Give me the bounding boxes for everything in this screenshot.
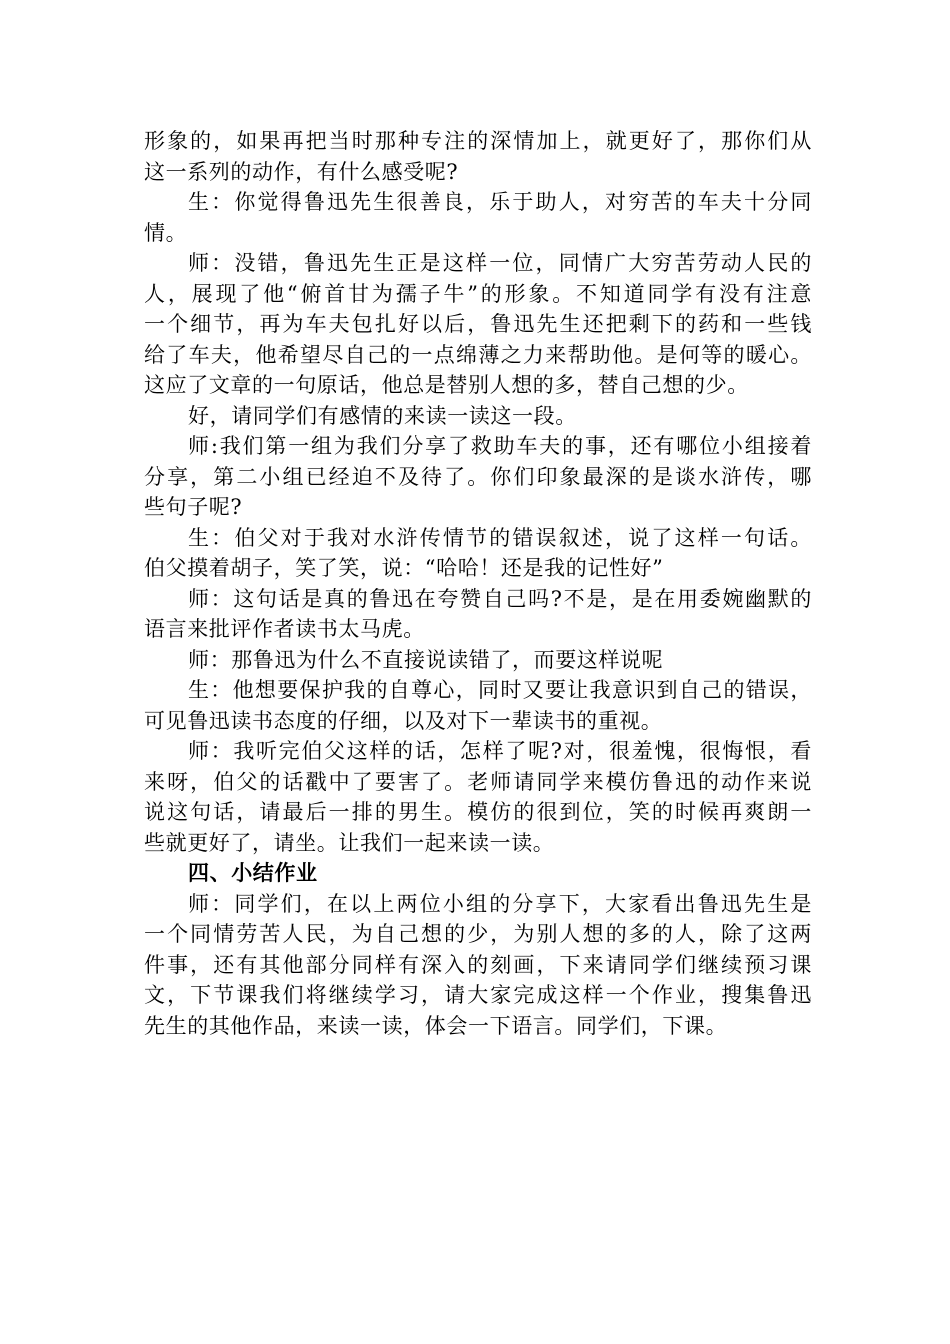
text-line: 一个同情劳苦人民，为自己想的少，为别人想的多的人，除了这两 (144, 922, 812, 946)
text-line: 说这句话，请最后一排的男生。模仿的很到位，笑的时候再爽朗一 (144, 800, 812, 824)
text-line: 师：没错，鲁迅先生正是这样一位，同情广大穷苦劳动人民的 (188, 251, 812, 275)
paragraph (144, 431, 812, 523)
paragraph (144, 523, 812, 584)
text-line: 伯父摸着胡子，笑了笑，说：“哈哈！还是我的记性好” (144, 556, 664, 580)
text-line: 这一系列的动作，有什么感受呢? (144, 159, 459, 184)
text-line: 生：他想要保护我的自尊心，同时又要让我意识到自己的错误， (188, 678, 812, 702)
text-line: 好，请同学们有感情的来读一读这一段。 (188, 403, 577, 428)
section-heading: 四、小结作业 (188, 861, 318, 885)
document-page (144, 126, 812, 1041)
text-line: 一个细节，再为车夫包扎好以后，鲁迅先生还把剩下的药和一些钱 (144, 312, 812, 336)
text-line: 来呀，伯父的话戳中了要害了。老师请同学来模仿鲁迅的动作来说 (144, 769, 812, 794)
text-line: 可见鲁迅读书态度的仔细，以及对下一辈读书的重视。 (144, 708, 663, 733)
paragraph (144, 126, 812, 187)
paragraph (144, 584, 812, 645)
paragraph (144, 736, 812, 858)
text-line: 师:我们第一组为我们分享了救助车夫的事，还有哪位小组接着 (188, 434, 812, 458)
text-line: 师：我听完伯父这样的话，怎样了呢?对，很羞愧，很悔恨，看 (188, 739, 812, 763)
text-line: 生：你觉得鲁迅先生很善良，乐于助人，对穷苦的车夫十分同 (188, 190, 812, 214)
paragraph (144, 645, 812, 676)
paragraph (144, 248, 812, 401)
text-line: 语言来批评作者读书太马虎。 (144, 617, 425, 641)
paragraph (144, 889, 812, 1042)
text-line: 分享，第二小组已经迫不及待了。你们印象最深的是谈水浒传，哪 (144, 464, 812, 489)
text-line: 形象的，如果再把当时那种专注的深情加上，就更好了，那你们从 (144, 129, 812, 153)
text-line: 先生的其他作品，来读一读，体会一下语言。同学们，下课。 (144, 1013, 728, 1038)
text-line: 些句子呢? (144, 495, 243, 519)
text-line: 人，展现了他“俯首甘为孺子牛”的形象。不知道同学有没有注意 (144, 281, 812, 306)
text-line: 件事，还有其他部分同样有深入的刻画，下来请同学们继续预习课 (144, 952, 812, 977)
text-line: 师：同学们，在以上两位小组的分享下，大家看出鲁迅先生是 (188, 891, 812, 916)
text-line: 师：这句话是真的鲁迅在夸赞自己吗?不是，是在用委婉幽默的 (188, 586, 812, 611)
text-line: 生：伯父对于我对水浒传情节的错误叙述，说了这样一句话。 (188, 525, 812, 550)
paragraph (144, 675, 812, 736)
paragraph (144, 187, 812, 248)
text-line: 这应了文章的一句原话，他总是替别人想的多，替自己想的少。 (144, 373, 749, 397)
text-line: 给了车夫，他希望尽自己的一点绵薄之力来帮助他。是何等的暖心。 (144, 342, 812, 367)
text-line: 情。 (144, 220, 188, 245)
text-line: 师：那鲁迅为什么不直接说读错了，而要这样说呢 (188, 647, 664, 672)
paragraph (144, 401, 812, 432)
text-line: 文，下节课我们将继续学习，请大家完成这样一个作业，搜集鲁迅 (144, 983, 812, 1007)
text-line: 些就更好了，请坐。让我们一起来读一读。 (144, 830, 555, 855)
